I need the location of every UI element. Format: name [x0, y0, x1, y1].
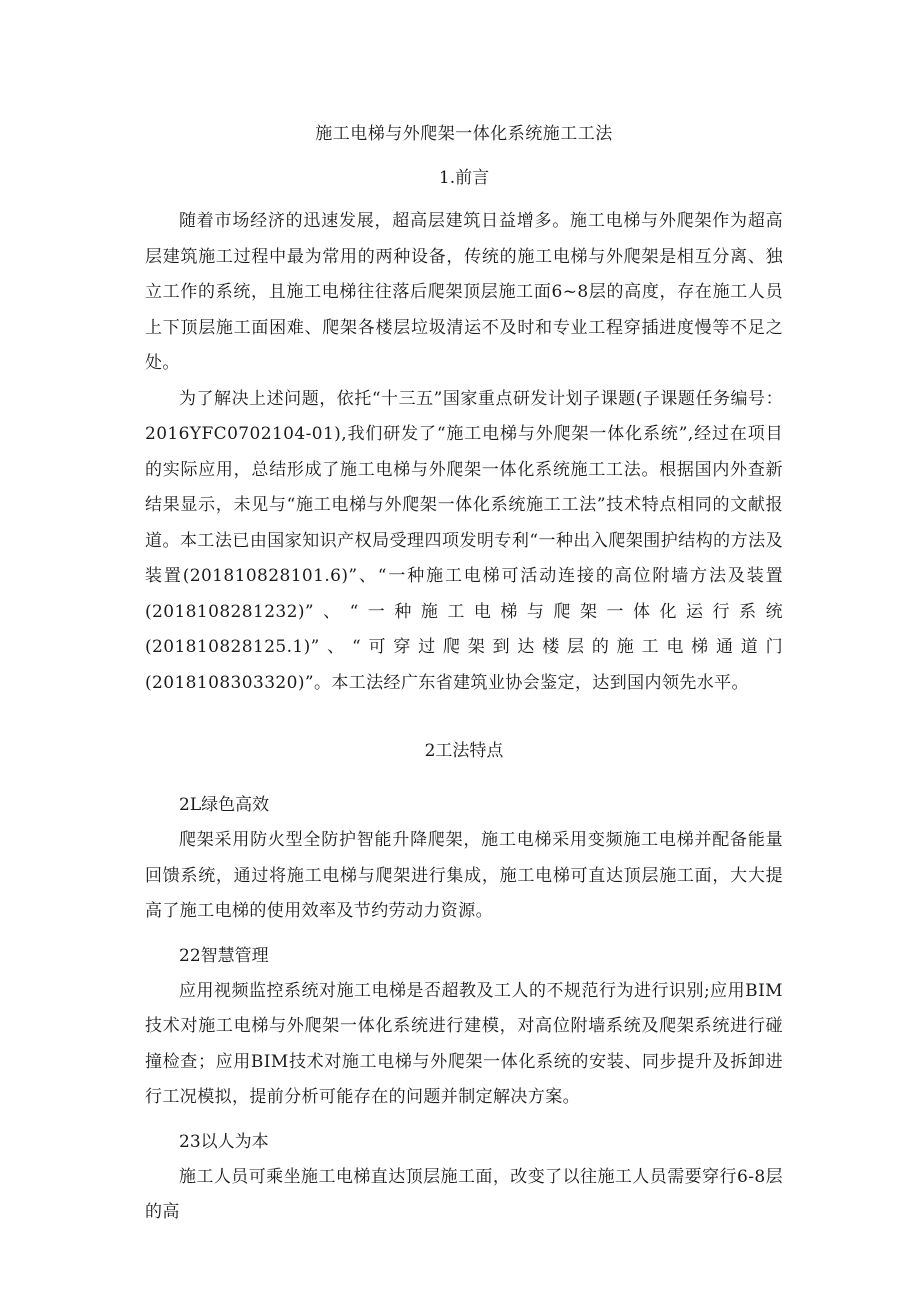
- subsection-2-3-paragraph: 施工人员可乘坐施工电梯直达顶层施工面，改变了以往施工人员需要穿行6-8层的高: [145, 1166, 783, 1222]
- subsection-2-3-heading: 23以人为本: [179, 1131, 269, 1152]
- subsection-2-2-paragraph: 应用视频监控系统对施工电梯是否超教及工人的不规范行为进行识别;应用BIM技术对施工电梯与外爬架一体化系统进行建模，对高位附墙系统及爬架系统进行碰撞检查；应用BIM技术对施工电梯与外爬架一体化系统的安装、同步提升及拆卸进行工况模拟，提前分析可能存在的问题并制定解决方案。: [145, 980, 783, 1107]
- section-1-paragraph-2: 为了解决上述问题，依托“十三五”国家重点研发计划子课题(子课题任务编号：2016YFC0702104-01),我们研发了“施工电梯与外爬架一体化系统”,经过在项目的实际应用，总结形成了施工电梯与外爬架一体化系统施工工法。根据国内外查新结果显示，未见与“施工电梯与外爬架一体化系统施工工法”技术特点相同的文献报道。本工法已由国家知识产权局受理四项发明专利“一种出入爬架围护结构的方法及装置(201810828101.6)”、“一种施工电梯可活动连接的高位附墙方法及装置(2018108281232)”、“一种施工电梯与爬架一体化运行系统(201810828125.1)”、“可穿过爬架到达楼层的施工电梯通道门(2018108303320)”。本工法经广东省建筑业协会鉴定，达到国内领先水平。: [145, 388, 783, 693]
- document-title: 施工电梯与外爬架一体化系统施工工法: [315, 124, 613, 144]
- section-2-heading: 2工法特点: [424, 741, 504, 761]
- subsection-2-1-paragraph: 爬架采用防火型全防护智能升降爬架，施工电梯采用变频施工电梯并配备能量回馈系统，通过将施工电梯与爬架进行集成，施工电梯可直达顶层施工面，大大提高了施工电梯的使用效率及节约劳动力资源。: [145, 830, 783, 921]
- subsection-2-2-heading: 22智慧管理: [179, 945, 269, 966]
- section-1-paragraph-1: 随着市场经济的迅速发展，超高层建筑日益增多。施工电梯与外爬架作为超高层建筑施工过程中最为常用的两种设备，传统的施工电梯与外爬架是相互分离、独立工作的系统，且施工电梯往往落后爬架顶层施工面6~8层的高度，存在施工人员上下顶层施工面困难、爬架各楼层垃圾清运不及时和专业工程穿插进度慢等不足之处。: [145, 211, 783, 373]
- subsection-2-1-heading: 2L绿色高效: [179, 795, 270, 815]
- document-page: [145, 118, 783, 1231]
- section-1-heading: 1.前言: [438, 168, 490, 188]
